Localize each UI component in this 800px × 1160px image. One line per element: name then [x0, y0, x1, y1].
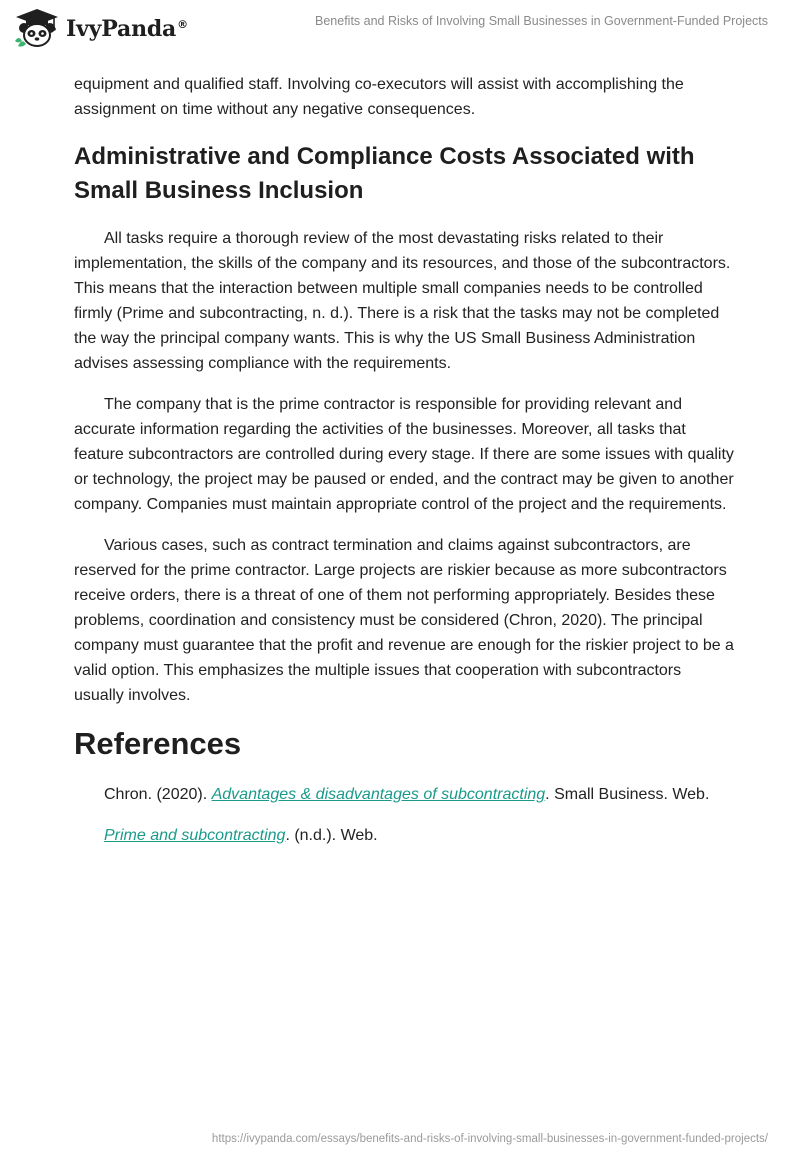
reference-suffix: . Small Business. Web. [545, 786, 710, 803]
reference-item [74, 823, 734, 848]
section-heading: Administrative and Compliance Costs Associated with Small Business Inclusion [74, 143, 695, 204]
reference-link[interactable]: Advantages & disadvantages of subcontracting [211, 786, 546, 803]
reference-link[interactable]: Prime and subcontracting [104, 827, 286, 844]
reference-item [74, 782, 734, 807]
body-paragraph: The company that is the prime contractor is responsible for providing relevant and accurate information regarding the activities of the businesses. Moreover, all tasks that feature subcontractors are controlled during every stage. If there are some issues with quality or technology, the project may be paused or ended, and the contract may be given to another company. Companies must maintain appropriate control of the project and the requirements. [74, 396, 734, 513]
ivypanda-logo[interactable] [14, 8, 188, 50]
essay-content [74, 72, 734, 864]
body-paragraph: Various cases, such as contract termination and claims against subcontractors, are reserved for the prime contractor. Large projects are riskier because as more subcontractors receive orders, there is a threat of one of them not performing appropriately. Besides these problems, coordination and consistency must be considered (Chron, 2020). The principal company must guarantee that the profit and revenue are enough for the riskier project to be a valid option. This emphasizes the multiple issues that cooperation with subcontractors usually involves. [74, 537, 734, 704]
reference-suffix: . (n.d.). Web. [285, 827, 378, 844]
panda-graduate-icon [14, 8, 60, 50]
document-title: Benefits and Risks of Involving Small Businesses in Government-Funded Projects [315, 14, 768, 28]
references-heading: References [74, 726, 242, 761]
body-paragraph: All tasks require a thorough review of the most devastating risks related to their implementation, the skills of the company and its resources, and those of the subcontractors. This means that the interaction between multiple small companies needs to be controlled firmly (Prime and subcontracting, n. d.). There is a risk that the tasks may not be completed the way the principal company wants. This is why the US Small Business Administration advises assessing compliance with the requirements. [74, 230, 731, 372]
page-header [0, 0, 800, 60]
logo-wordmark: IvyPanda® [66, 16, 188, 42]
reference-prefix: Chron. (2020). [104, 786, 212, 803]
intro-paragraph: equipment and qualified staff. Involving co-executors will assist with accomplishing the assignment on time without any negative consequences. [74, 76, 684, 118]
footer-url[interactable]: https://ivypanda.com/essays/benefits-and-risks-of-involving-small-businesses-in-government-funded-projects/ [211, 1133, 768, 1145]
